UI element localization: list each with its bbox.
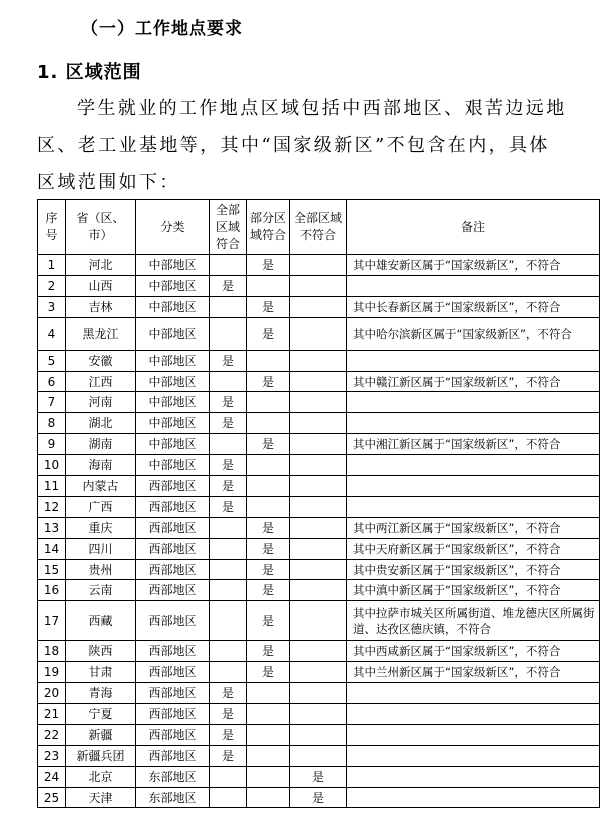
intro-paragraph xyxy=(37,90,567,201)
cell-note: 其中哈尔滨新区属于“国家级新区”，不符合 xyxy=(347,317,600,350)
table-row xyxy=(38,496,600,517)
cell-category: 西部地区 xyxy=(136,641,210,662)
cell-note xyxy=(347,350,600,371)
cell-partial xyxy=(247,704,290,725)
cell-note xyxy=(347,704,600,725)
cell-note xyxy=(347,766,600,787)
cell-category: 中部地区 xyxy=(136,350,210,371)
cell-partial: 是 xyxy=(247,371,290,392)
cell-province: 甘肃 xyxy=(66,662,136,683)
cell-category: 中部地区 xyxy=(136,255,210,276)
cell-full xyxy=(210,255,247,276)
cell-note xyxy=(347,724,600,745)
cell-index: 4 xyxy=(38,317,66,350)
table-row xyxy=(38,255,600,276)
header-partial: 部分区域符合 xyxy=(247,200,290,255)
cell-partial: 是 xyxy=(247,255,290,276)
cell-index: 2 xyxy=(38,275,66,296)
cell-category: 西部地区 xyxy=(136,601,210,641)
cell-partial xyxy=(247,724,290,745)
section-heading: （一）工作地点要求 xyxy=(81,19,243,39)
cell-province: 陕西 xyxy=(66,641,136,662)
cell-none xyxy=(290,371,347,392)
cell-partial xyxy=(247,496,290,517)
cell-note xyxy=(347,496,600,517)
cell-partial: 是 xyxy=(247,517,290,538)
cell-full xyxy=(210,538,247,559)
cell-index: 8 xyxy=(38,413,66,434)
cell-province: 贵州 xyxy=(66,559,136,580)
cell-partial: 是 xyxy=(247,641,290,662)
cell-province: 四川 xyxy=(66,538,136,559)
cell-partial: 是 xyxy=(247,434,290,455)
cell-category: 中部地区 xyxy=(136,296,210,317)
cell-index: 18 xyxy=(38,641,66,662)
cell-full xyxy=(210,517,247,538)
sub-heading: 1. 区域范围 xyxy=(37,62,142,83)
cell-none xyxy=(290,580,347,601)
cell-partial xyxy=(247,350,290,371)
cell-index: 10 xyxy=(38,455,66,476)
cell-none xyxy=(290,683,347,704)
table-row xyxy=(38,296,600,317)
cell-full: 是 xyxy=(210,745,247,766)
cell-province: 山西 xyxy=(66,275,136,296)
table-row xyxy=(38,517,600,538)
table-row xyxy=(38,580,600,601)
cell-province: 海南 xyxy=(66,455,136,476)
cell-category: 中部地区 xyxy=(136,392,210,413)
cell-full xyxy=(210,641,247,662)
cell-partial xyxy=(247,392,290,413)
cell-province: 天津 xyxy=(66,787,136,808)
cell-full: 是 xyxy=(210,275,247,296)
table-row xyxy=(38,434,600,455)
cell-partial: 是 xyxy=(247,317,290,350)
cell-category: 中部地区 xyxy=(136,371,210,392)
cell-full xyxy=(210,601,247,641)
cell-none xyxy=(290,476,347,497)
cell-partial: 是 xyxy=(247,662,290,683)
table-row xyxy=(38,641,600,662)
cell-index: 24 xyxy=(38,766,66,787)
table-row xyxy=(38,538,600,559)
cell-partial xyxy=(247,275,290,296)
cell-partial xyxy=(247,476,290,497)
cell-province: 内蒙古 xyxy=(66,476,136,497)
cell-note: 其中滇中新区属于“国家级新区”，不符合 xyxy=(347,580,600,601)
cell-none xyxy=(290,392,347,413)
cell-province: 新疆兵团 xyxy=(66,745,136,766)
cell-none xyxy=(290,434,347,455)
cell-none xyxy=(290,350,347,371)
cell-province: 湖北 xyxy=(66,413,136,434)
cell-none: 是 xyxy=(290,766,347,787)
cell-category: 西部地区 xyxy=(136,517,210,538)
cell-full xyxy=(210,662,247,683)
cell-full: 是 xyxy=(210,413,247,434)
cell-province: 安徽 xyxy=(66,350,136,371)
cell-category: 中部地区 xyxy=(136,455,210,476)
header-full: 全部区域符合 xyxy=(210,200,247,255)
cell-index: 17 xyxy=(38,601,66,641)
cell-province: 西藏 xyxy=(66,601,136,641)
cell-category: 西部地区 xyxy=(136,476,210,497)
cell-category: 东部地区 xyxy=(136,766,210,787)
table-row xyxy=(38,317,600,350)
table-row xyxy=(38,704,600,725)
cell-note: 其中湘江新区属于“国家级新区”，不符合 xyxy=(347,434,600,455)
cell-index: 14 xyxy=(38,538,66,559)
cell-index: 21 xyxy=(38,704,66,725)
cell-full xyxy=(210,434,247,455)
table-row xyxy=(38,275,600,296)
cell-index: 20 xyxy=(38,683,66,704)
cell-category: 中部地区 xyxy=(136,413,210,434)
cell-none xyxy=(290,296,347,317)
cell-note xyxy=(347,683,600,704)
cell-province: 重庆 xyxy=(66,517,136,538)
cell-partial xyxy=(247,413,290,434)
table-row xyxy=(38,745,600,766)
cell-partial xyxy=(247,683,290,704)
cell-category: 东部地区 xyxy=(136,787,210,808)
region-table xyxy=(37,199,600,808)
table-header-row xyxy=(38,200,600,255)
cell-category: 西部地区 xyxy=(136,745,210,766)
cell-none xyxy=(290,745,347,766)
cell-note: 其中贵安新区属于“国家级新区”，不符合 xyxy=(347,559,600,580)
cell-index: 15 xyxy=(38,559,66,580)
cell-note: 其中西咸新区属于“国家级新区”，不符合 xyxy=(347,641,600,662)
table-row xyxy=(38,724,600,745)
cell-note xyxy=(347,275,600,296)
cell-province: 青海 xyxy=(66,683,136,704)
cell-note xyxy=(347,745,600,766)
cell-full: 是 xyxy=(210,392,247,413)
header-note: 备注 xyxy=(347,200,600,255)
cell-category: 西部地区 xyxy=(136,496,210,517)
header-index: 序号 xyxy=(38,200,66,255)
header-none: 全部区域不符合 xyxy=(290,200,347,255)
cell-province: 河北 xyxy=(66,255,136,276)
header-category: 分类 xyxy=(136,200,210,255)
table-row xyxy=(38,476,600,497)
cell-full xyxy=(210,766,247,787)
cell-full: 是 xyxy=(210,350,247,371)
cell-none xyxy=(290,455,347,476)
cell-index: 9 xyxy=(38,434,66,455)
cell-none xyxy=(290,413,347,434)
cell-index: 11 xyxy=(38,476,66,497)
cell-category: 西部地区 xyxy=(136,683,210,704)
cell-full: 是 xyxy=(210,704,247,725)
cell-none xyxy=(290,559,347,580)
cell-category: 西部地区 xyxy=(136,559,210,580)
cell-category: 西部地区 xyxy=(136,704,210,725)
table-row xyxy=(38,413,600,434)
cell-index: 23 xyxy=(38,745,66,766)
cell-category: 西部地区 xyxy=(136,662,210,683)
cell-index: 6 xyxy=(38,371,66,392)
cell-full: 是 xyxy=(210,724,247,745)
cell-note: 其中长春新区属于“国家级新区”，不符合 xyxy=(347,296,600,317)
cell-index: 1 xyxy=(38,255,66,276)
cell-province: 湖南 xyxy=(66,434,136,455)
table-row xyxy=(38,455,600,476)
cell-partial xyxy=(247,766,290,787)
table-row xyxy=(38,766,600,787)
cell-note xyxy=(347,392,600,413)
cell-index: 7 xyxy=(38,392,66,413)
cell-province: 河南 xyxy=(66,392,136,413)
cell-province: 黑龙江 xyxy=(66,317,136,350)
cell-none xyxy=(290,496,347,517)
cell-province: 吉林 xyxy=(66,296,136,317)
cell-full xyxy=(210,317,247,350)
cell-index: 5 xyxy=(38,350,66,371)
cell-partial: 是 xyxy=(247,559,290,580)
cell-index: 13 xyxy=(38,517,66,538)
cell-note xyxy=(347,476,600,497)
cell-note: 其中兰州新区属于“国家级新区”，不符合 xyxy=(347,662,600,683)
cell-full xyxy=(210,787,247,808)
cell-index: 3 xyxy=(38,296,66,317)
cell-none xyxy=(290,275,347,296)
table-row xyxy=(38,371,600,392)
cell-note xyxy=(347,413,600,434)
cell-none: 是 xyxy=(290,787,347,808)
cell-province: 新疆 xyxy=(66,724,136,745)
cell-full: 是 xyxy=(210,455,247,476)
header-province: 省（区、市） xyxy=(66,200,136,255)
cell-full xyxy=(210,371,247,392)
cell-index: 25 xyxy=(38,787,66,808)
cell-index: 22 xyxy=(38,724,66,745)
cell-note xyxy=(347,455,600,476)
cell-category: 西部地区 xyxy=(136,538,210,559)
cell-none xyxy=(290,317,347,350)
cell-full xyxy=(210,559,247,580)
cell-none xyxy=(290,641,347,662)
cell-index: 19 xyxy=(38,662,66,683)
cell-partial xyxy=(247,745,290,766)
table-row xyxy=(38,662,600,683)
cell-province: 云南 xyxy=(66,580,136,601)
cell-full: 是 xyxy=(210,476,247,497)
cell-full: 是 xyxy=(210,496,247,517)
cell-province: 宁夏 xyxy=(66,704,136,725)
cell-note: 其中天府新区属于“国家级新区”，不符合 xyxy=(347,538,600,559)
cell-province: 江西 xyxy=(66,371,136,392)
cell-partial: 是 xyxy=(247,296,290,317)
cell-note xyxy=(347,787,600,808)
cell-partial xyxy=(247,455,290,476)
table-row xyxy=(38,392,600,413)
cell-category: 中部地区 xyxy=(136,434,210,455)
cell-partial xyxy=(247,787,290,808)
cell-partial: 是 xyxy=(247,538,290,559)
intro-paragraph-text: 学生就业的工作地点区域包括中西部地区、艰苦边远地区、老工业基地等，其中“国家级新区”不包含在内，具体区域范围如下： xyxy=(37,98,567,193)
cell-note: 其中两江新区属于“国家级新区”，不符合 xyxy=(347,517,600,538)
cell-province: 广西 xyxy=(66,496,136,517)
table-row xyxy=(38,559,600,580)
cell-none xyxy=(290,662,347,683)
cell-none xyxy=(290,255,347,276)
cell-index: 12 xyxy=(38,496,66,517)
cell-none xyxy=(290,538,347,559)
cell-full xyxy=(210,296,247,317)
table-row xyxy=(38,787,600,808)
cell-partial: 是 xyxy=(247,601,290,641)
cell-category: 西部地区 xyxy=(136,580,210,601)
cell-none xyxy=(290,517,347,538)
cell-none xyxy=(290,601,347,641)
table-body xyxy=(38,255,600,808)
cell-province: 北京 xyxy=(66,766,136,787)
cell-none xyxy=(290,724,347,745)
table-row xyxy=(38,601,600,641)
cell-full xyxy=(210,580,247,601)
cell-note: 其中雄安新区属于“国家级新区”，不符合 xyxy=(347,255,600,276)
table-row xyxy=(38,350,600,371)
cell-category: 中部地区 xyxy=(136,275,210,296)
cell-note: 其中拉萨市城关区所属街道、堆龙德庆区所属街道、达孜区德庆镇，不符合 xyxy=(347,601,600,641)
cell-category: 中部地区 xyxy=(136,317,210,350)
table-row xyxy=(38,683,600,704)
cell-category: 西部地区 xyxy=(136,724,210,745)
cell-note: 其中赣江新区属于“国家级新区”，不符合 xyxy=(347,371,600,392)
cell-full: 是 xyxy=(210,683,247,704)
cell-index: 16 xyxy=(38,580,66,601)
cell-partial: 是 xyxy=(247,580,290,601)
cell-none xyxy=(290,704,347,725)
